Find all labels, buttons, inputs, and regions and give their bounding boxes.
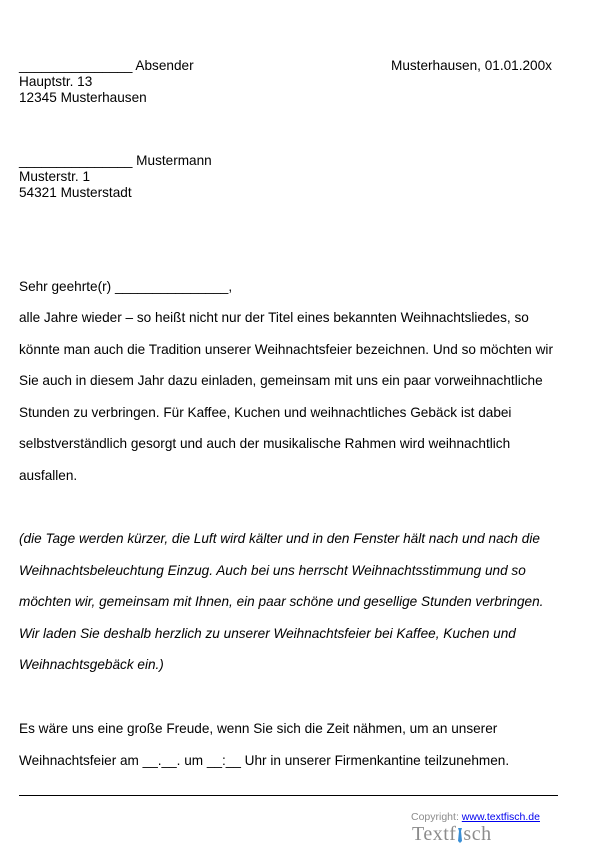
place-date: Musterhausen, 01.01.200x [391,58,552,73]
recipient-street: Musterstr. 1 [19,169,91,184]
logo-text-left: Textf [412,823,457,845]
recipient-name-line: _______________ Mustermann [19,153,212,168]
logo-text-right: sch [463,823,492,845]
recipient-city: 54321 Musterstadt [19,185,132,200]
sender-name-line: _______________ Absender [19,58,194,73]
copyright-link[interactable]: www.textfisch.de [461,811,540,823]
footer-divider [19,795,558,796]
sender-street: Hauptstr. 13 [19,74,93,89]
sender-city: 12345 Musterhausen [19,90,147,105]
copyright-line [411,811,540,823]
body-paragraph-3: Es wäre uns eine große Freude, wenn Sie sich die Zeit nähmen, um an unserer Weihnachtsfeier am __.__. um __:__ Uhr in unserer Firmenkantine teilzunehmen. [19,721,510,768]
textfisch-logo [412,823,492,846]
body-paragraph-1: alle Jahre wieder – so heißt nicht nur der Titel eines bekannten Weihnachtsliedes, so könnte man auch die Tradition unserer Weihnachtsfeier bezeichnen. Und so möchten wir Sie auch in diesem Jahr dazu einladen, gemeinsam mit uns ein paar vorweihnachtliche Stunden zu verbringen. Für Kaffee, Kuchen und weihnachtliches Gebäck ist dabei selbstverständlich gesorgt und auch der musikalische Rahmen wird weihnachtlich ausfallen. [19,310,553,483]
copyright-label: Copyright: [411,811,462,823]
body-paragraph-2: (die Tage werden kürzer, die Luft wird kälter und in den Fenster hält nach und nach die Weihnachtsbeleuchtung Einzug. Auch bei uns herrscht Weihnachtsstimmung und so möchten wir, gemeinsam mit Ihnen, ein paar schöne und gesellige Stunden verbringen. Wir laden Sie deshalb herzlich zu unserer Weihnachtsfeier bei Kaffee, Kuchen und Weihnachtsgebäck ein.) [19,531,544,672]
salutation: Sehr geehrte(r) _______________, [19,279,233,294]
